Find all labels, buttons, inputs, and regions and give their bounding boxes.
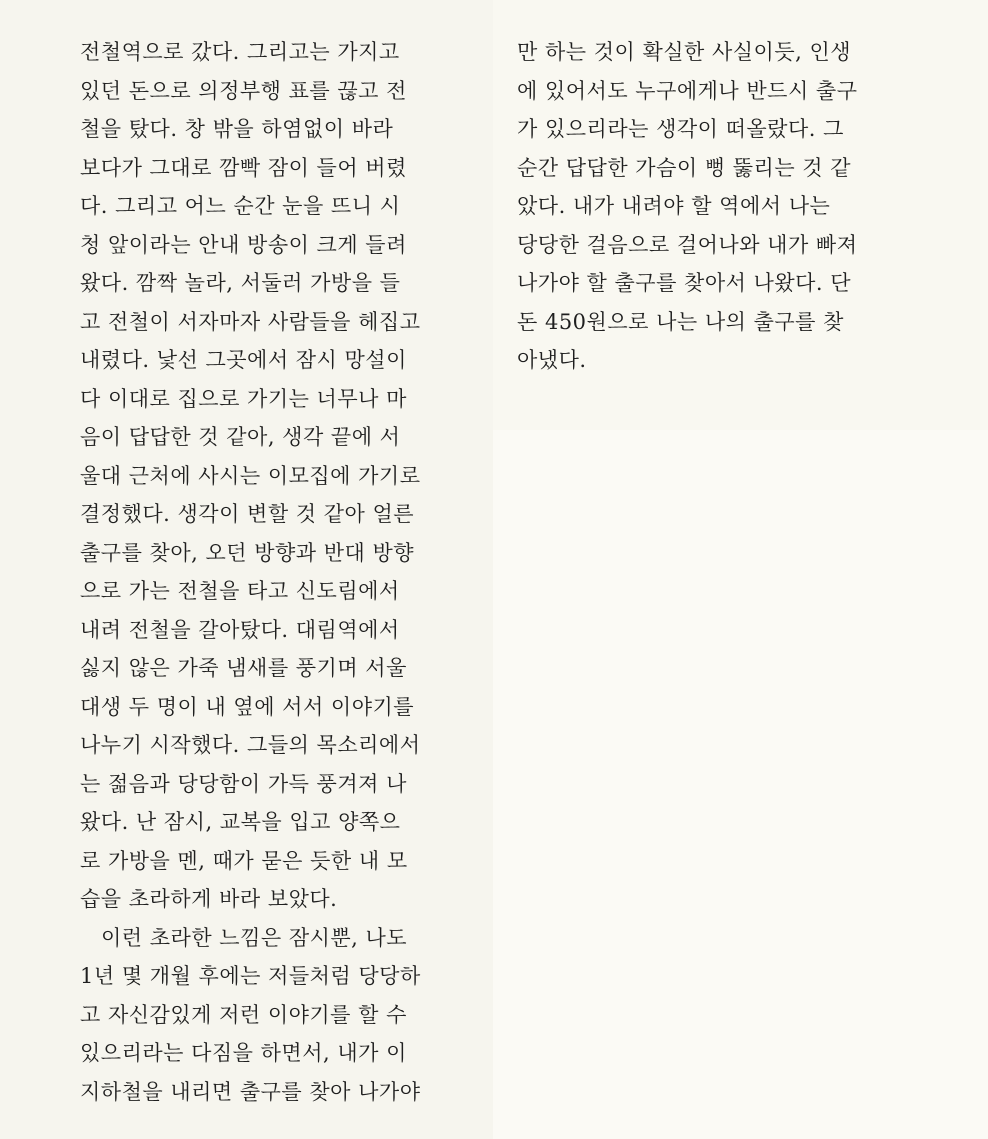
text-line: 대생 두 명이 내 옆에 서서 이야기를 — [80, 694, 415, 719]
text-line: 출구를 찾아, 오던 방향과 반대 방향 — [80, 540, 415, 565]
text-line: 에 있어서도 누구에게나 반드시 출구 — [517, 78, 858, 103]
text-line: 전철역으로 갔다. 그리고는 가지고 — [80, 40, 400, 64]
text-line: 다. 그리고 어느 순간 눈을 뜨니 시 — [80, 194, 401, 218]
right-text-column — [517, 33, 897, 380]
text-line: 보다가 그대로 깜빡 잠이 들어 버렸 — [80, 155, 407, 180]
text-line: 고 전철이 서자마자 사람들을 헤집고 — [80, 309, 421, 334]
text-line: 습을 초라하게 바라 보았다. — [80, 887, 338, 911]
text-line: 당당한 걸음으로 걸어나와 내가 빠져 — [517, 232, 858, 257]
text-line: 나가야 할 출구를 찾아서 나왔다. 단 — [517, 271, 852, 295]
text-line: 있던 돈으로 의정부행 표를 끊고 전 — [80, 78, 407, 103]
text-line: 가 있으리라는 생각이 떠올랐다. 그 — [517, 117, 844, 141]
text-line: 다 이대로 집으로 가기는 너무나 마 — [80, 386, 407, 411]
text-line: 왔다. 난 잠시, 교복을 입고 양쪽으 — [80, 810, 401, 834]
text-line: 순간 답답한 가슴이 뻥 뚫리는 것 같 — [517, 155, 852, 180]
text-line: 는 젊음과 당당함이 가득 풍겨져 나 — [80, 771, 407, 796]
text-line: 싫지 않은 가죽 냄새를 풍기며 서울 — [80, 656, 407, 680]
text-line: 1년 몇 개월 후에는 저들처럼 당당하 — [80, 964, 421, 988]
text-line: 음이 답답한 것 같아, 생각 끝에 서 — [80, 425, 401, 449]
text-line: 만 하는 것이 확실한 사실이듯, 인생 — [517, 40, 852, 64]
text-line: 으로 가는 전철을 타고 신도림에서 — [80, 579, 400, 603]
text-line: 내려 전철을 갈아탔다. 대림역에서 — [80, 617, 400, 642]
text-line: 청 앞이라는 안내 방송이 크게 들려 — [80, 232, 407, 257]
text-line: 있으리라는 다짐을 하면서, 내가 이 — [80, 1041, 407, 1065]
text-line: 돈 450원으로 나는 나의 출구를 찾 — [517, 309, 844, 334]
text-line: 왔다. 깜짝 놀라, 서둘러 가방을 들 — [80, 271, 401, 295]
left-text-column — [80, 33, 460, 1111]
text-line: 지하철을 내리면 출구를 찾아 나가야 — [80, 1079, 421, 1104]
text-line: 로 가방을 멘, 때가 묻은 듯한 내 모 — [80, 848, 408, 873]
text-line: 결정했다. 생각이 변할 것 같아 얼른 — [80, 502, 415, 526]
text-line: 내렸다. 낯선 그곳에서 잠시 망설이 — [80, 348, 407, 372]
text-line: 고 자신감있게 저런 이야기를 할 수 — [80, 1002, 407, 1027]
text-line: 았다. 내가 내려야 할 역에서 나는 — [517, 194, 831, 218]
paragraph-start-line: 이런 초라한 느낌은 잠시뿐, 나도 — [101, 925, 408, 950]
text-line: 울대 근처에 사시는 이모집에 가기로 — [80, 463, 421, 488]
text-line: 아냈다. — [517, 348, 587, 372]
text-line: 철을 탔다. 창 밖을 하염없이 바라 — [80, 117, 394, 141]
text-line: 나누기 시작했다. 그들의 목소리에서 — [80, 733, 421, 757]
